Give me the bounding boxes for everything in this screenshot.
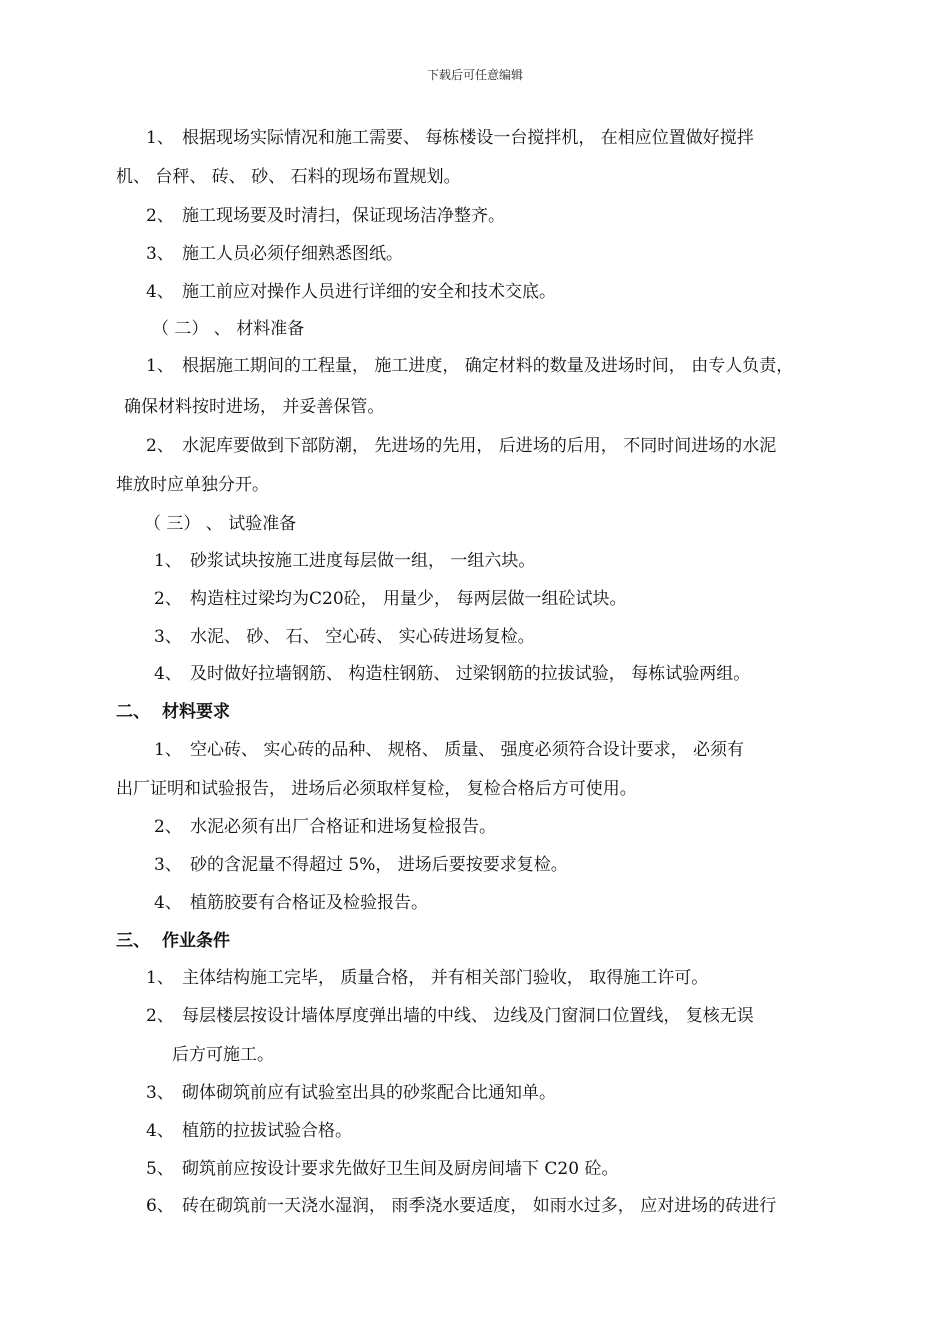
item-number: 1、 [146, 968, 174, 988]
list-item-continuation [172, 1043, 274, 1067]
list-item [154, 853, 568, 877]
list-item [146, 1004, 754, 1028]
item-text: 水泥必须有出厂合格证和进场复检报告。 [190, 817, 496, 837]
item-text: 堆放时应单独分开。 [116, 475, 269, 495]
item-text: 砂浆试块按施工进度每层做一组， 一组六块。 [190, 551, 536, 571]
list-item [146, 354, 793, 378]
item-number: 3、 [146, 244, 174, 264]
page-header: 下载后可任意编辑 [426, 68, 523, 82]
item-text: 确保材料按时进场， 并妥善保管。 [124, 397, 385, 417]
item-text: 施工人员必须仔细熟悉图纸。 [182, 244, 403, 264]
item-number: 6、 [146, 1196, 174, 1216]
item-text: 砌筑前应按设计要求先做好卫生间及厨房间墙下 C20 砼。 [182, 1159, 619, 1179]
item-number: 2、 [146, 206, 174, 226]
item-text: 每层楼层按设计墙体厚度弹出墙的中线、 边线及门窗洞口位置线， 复核无误 [182, 1006, 754, 1026]
heading-text: （ 三） 、 试验准备 [144, 514, 297, 534]
list-item [154, 891, 428, 915]
list-item [146, 280, 556, 304]
list-item [146, 434, 776, 458]
list-item [146, 242, 403, 266]
item-number: 2、 [154, 817, 182, 837]
item-text: 施工现场要及时清扫，保证现场洁净整齐。 [182, 206, 505, 226]
item-number: 4、 [146, 282, 174, 302]
item-number: 1、 [154, 740, 182, 760]
item-number: 3、 [154, 627, 182, 647]
list-item [146, 1194, 776, 1218]
item-text: 砌体砌筑前应有试验室出具的砂浆配合比通知单。 [182, 1083, 556, 1103]
section-number: 二、 [116, 702, 150, 722]
item-number: 1、 [146, 356, 174, 376]
item-text: 出厂证明和试验报告， 进场后必须取样复检， 复检合格后方可使用。 [116, 779, 637, 799]
section-number: 三、 [116, 931, 150, 951]
list-item [154, 662, 750, 686]
item-text: 构造柱过梁均为C20砼， 用量少， 每两层做一组砼试块。 [190, 589, 627, 609]
item-number: 4、 [146, 1121, 174, 1141]
item-text: 植筋的拉拔试验合格。 [182, 1121, 352, 1141]
item-number: 2、 [146, 436, 174, 456]
item-number: 2、 [154, 589, 182, 609]
section-heading [116, 929, 230, 953]
list-item [154, 625, 535, 649]
item-text: 水泥库要做到下部防潮， 先进场的先用， 后进场的后用， 不同时间进场的水泥 [182, 436, 777, 456]
list-item-continuation [116, 473, 269, 497]
item-number: 1、 [154, 551, 182, 571]
section-heading [116, 700, 230, 724]
list-item [146, 204, 505, 228]
item-number: 4、 [154, 893, 182, 913]
item-number: 2、 [146, 1006, 174, 1026]
list-item [154, 587, 626, 611]
item-text: 水泥、 砂、 石、 空心砖、 实心砖进场复检。 [190, 627, 535, 647]
list-item [154, 815, 496, 839]
item-text: 后方可施工。 [172, 1045, 274, 1065]
list-item-continuation [116, 165, 461, 189]
list-item [146, 1081, 556, 1105]
item-number: 3、 [154, 855, 182, 875]
item-text: 机、 台秤、 砖、 砂、 石料的现场布置规划。 [116, 167, 461, 187]
item-text: 施工前应对操作人员进行详细的安全和技术交底。 [182, 282, 556, 302]
item-text: 及时做好拉墙钢筋、 构造柱钢筋、 过梁钢筋的拉拔试验， 每栋试验两组。 [190, 664, 751, 684]
item-text: 主体结构施工完毕， 质量合格， 并有相关部门验收， 取得施工许可。 [182, 968, 709, 988]
item-number: 5、 [146, 1159, 174, 1179]
list-item [154, 549, 535, 573]
heading-text: 作业条件 [162, 931, 230, 951]
item-text: 砖在砌筑前一天浇水湿润， 雨季浇水要适度， 如雨水过多， 应对进场的砖进行 [182, 1196, 777, 1216]
list-item [146, 1157, 618, 1181]
list-item [146, 966, 708, 990]
item-text: 砂的含泥量不得超过 5%， 进场后要按要求复检。 [190, 855, 568, 875]
list-item [146, 126, 754, 150]
item-number: 4、 [154, 664, 182, 684]
item-number: 3、 [146, 1083, 174, 1103]
subsection-heading [152, 317, 304, 341]
item-text: 根据现场实际情况和施工需要、 每栋楼设一台搅拌机， 在相应位置做好搅拌 [182, 128, 754, 148]
item-text: 植筋胶要有合格证及检验报告。 [190, 893, 428, 913]
heading-text: 材料要求 [162, 702, 230, 722]
list-item-continuation [124, 395, 384, 419]
subsection-heading [144, 512, 296, 536]
item-number: 1、 [146, 128, 174, 148]
list-item-continuation [116, 777, 637, 801]
item-text: 根据施工期间的工程量， 施工进度， 确定材料的数量及进场时间， 由专人负责， [182, 356, 794, 376]
list-item [146, 1119, 352, 1143]
item-text: 空心砖、 实心砖的品种、 规格、 质量、 强度必须符合设计要求， 必须有 [190, 740, 745, 760]
heading-text: （ 二） 、 材料准备 [152, 319, 305, 339]
list-item [154, 738, 744, 762]
